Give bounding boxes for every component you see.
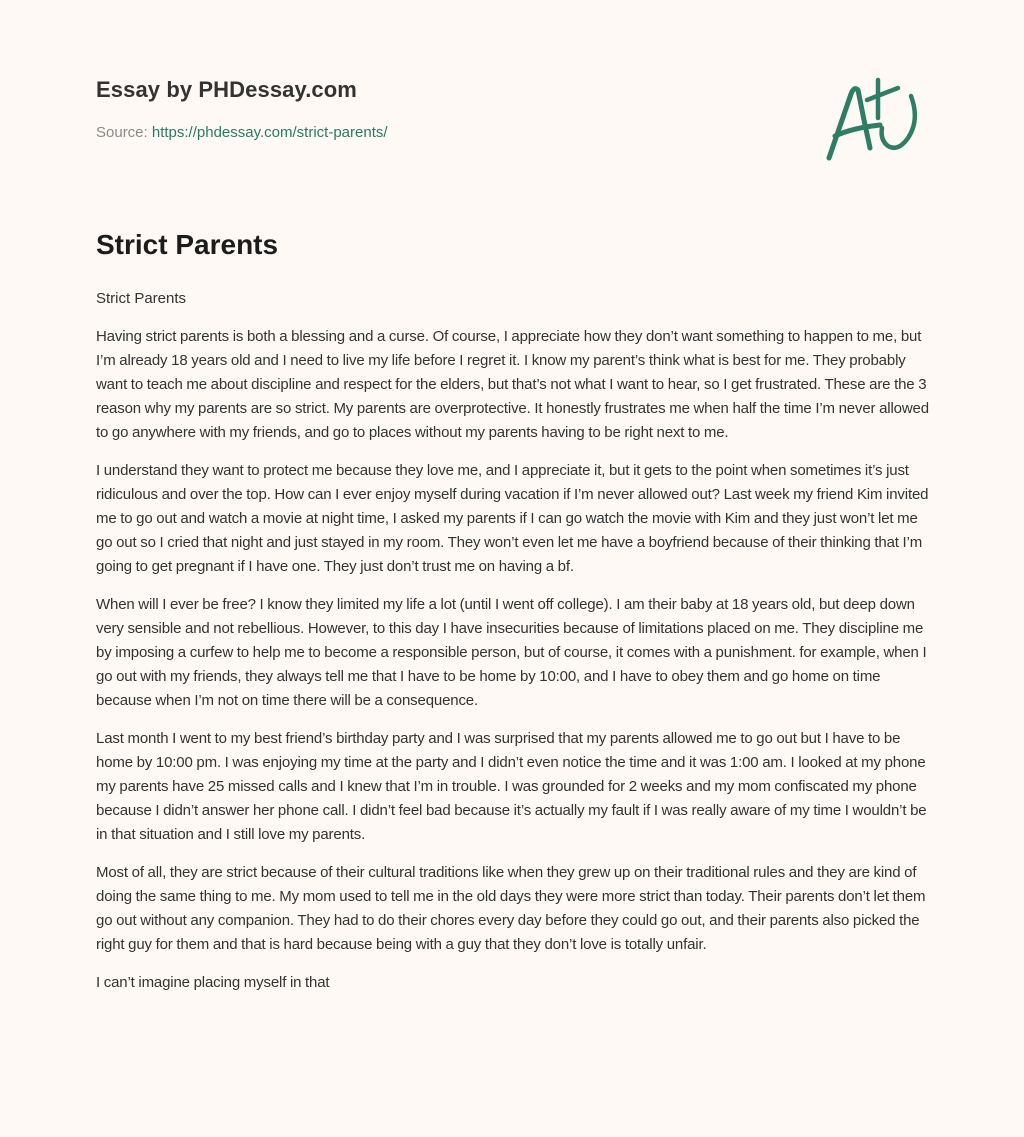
- essay-paragraph: When will I ever be free? I know they limited my life a lot (until I went off college). I am their baby at 18 years old, but deep down very sensible and not rebellious. However, to this day I have insecurities because of limitations placed on me. They discipline me by imposing a curfew to help me to become a responsible person, but of course, it comes with a punishment. for example, when I go out with my friends, they always tell me that I have to be home by 10:00, and I have to obey them and go home on time because when I’m not on time there will be a consequence.: [96, 596, 927, 709]
- essay-paragraph: Last month I went to my best friend’s birthday party and I was surprised that my parents allowed me to go out but I have to be home by 10:00 pm. I was enjoying my time at the party and I didn’t even notice the time and it was 1:00 am. I looked at my phone my parents have 25 missed calls and I knew that I’m in trouble. I was grounded for 2 weeks and my mom confiscated my phone because I didn’t answer her phone call. I didn’t feel bad because it’s actually my fault if I was really aware of my time I wouldn’t be in that situation and I still love my parents.: [96, 730, 927, 843]
- site-title: Essay by PHDessay.com: [96, 77, 357, 102]
- essay-title: Strict Parents: [96, 229, 279, 260]
- page-header: [96, 74, 936, 141]
- source-label: Source:: [96, 124, 148, 141]
- essay-paragraph-truncated: I can’t imagine placing myself in that: [96, 974, 330, 991]
- a-plus-grade-icon: [820, 68, 930, 168]
- essay-subtitle: Strict Parents: [96, 290, 187, 307]
- essay-content: [96, 225, 932, 995]
- essay-paragraph: I understand they want to protect me because they love me, and I appreciate it, but it gets to the point when sometimes it’s just ridiculous and over the top. How can I ever enjoy myself during vacation if I’m never allowed out? Last week my friend Kim invited me to go out and watch a movie at night time, I asked my parents if I can go watch the movie with Kim and they just won’t let me go out so I cried that night and just stayed in my room. They won’t even let me have a boyfriend because of their thinking that I’m going to get pregnant if I have one. They just don’t trust me on having a bf.: [96, 462, 929, 575]
- source-link[interactable]: https://phdessay.com/strict-parents/: [151, 124, 388, 141]
- essay-paragraph: Most of all, they are strict because of their cultural traditions like when they grew up on their traditional rules and they are kind of doing the same thing to me. My mom used to tell me in the old days they were more strict than today. Their parents don’t let them go out without any companion. They had to do their chores every day before they could go out, and their parents also picked the right guy for them and that is hard because being with a guy that they don’t love is totally unfair.: [96, 864, 926, 953]
- essay-paragraph: Having strict parents is both a blessing and a curse. Of course, I appreciate how they don’t want something to happen to me, but I’m already 18 years old and I need to live my life before I regret it. I know my parent’s think what is best for me. They probably want to teach me about discipline and respect for the elders, but that’s not what I want to hear, so I get frustrated. These are the 3 reason why my parents are so strict. My parents are overprotective. It honestly frustrates me when half the time I’m never allowed to go anywhere with my friends, and go to places without my parents having to be right next to me.: [96, 328, 929, 441]
- source-line: [96, 123, 388, 143]
